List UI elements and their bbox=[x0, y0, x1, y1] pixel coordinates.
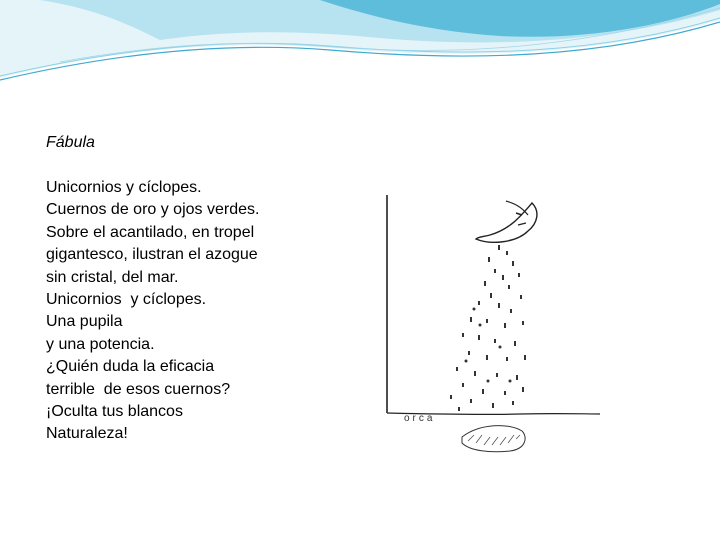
poem-line: Una pupila bbox=[46, 313, 123, 331]
slide-title: Fábula bbox=[46, 134, 95, 151]
poem-line: Sobre el acantilado, en tropel bbox=[46, 223, 255, 241]
poem-line: y una potencia. bbox=[46, 335, 155, 353]
poem-line: Cuernos de oro y ojos verdes. bbox=[46, 201, 260, 219]
poem-text bbox=[46, 177, 259, 446]
poem-line: gigantesco, ilustran el azogue bbox=[46, 246, 258, 264]
illustration-background bbox=[370, 185, 630, 485]
poem-line: terrible de esos cuernos? bbox=[46, 380, 231, 398]
poem-line: sin cristal, del mar. bbox=[46, 268, 179, 286]
poem-line: ¿Quién duda la eficacia bbox=[46, 358, 215, 376]
poem-line: ¡Oculta tus blancos bbox=[46, 403, 183, 421]
poem-line: Naturaleza! bbox=[46, 425, 128, 443]
drawn-word: orca bbox=[404, 413, 436, 424]
moon-rain-illustration bbox=[370, 185, 630, 485]
poem-line: Unicornios y cíclopes. bbox=[46, 179, 202, 196]
poem-line: Unicornios y cíclopes. bbox=[46, 291, 207, 309]
header-wave-decoration bbox=[0, 0, 720, 90]
